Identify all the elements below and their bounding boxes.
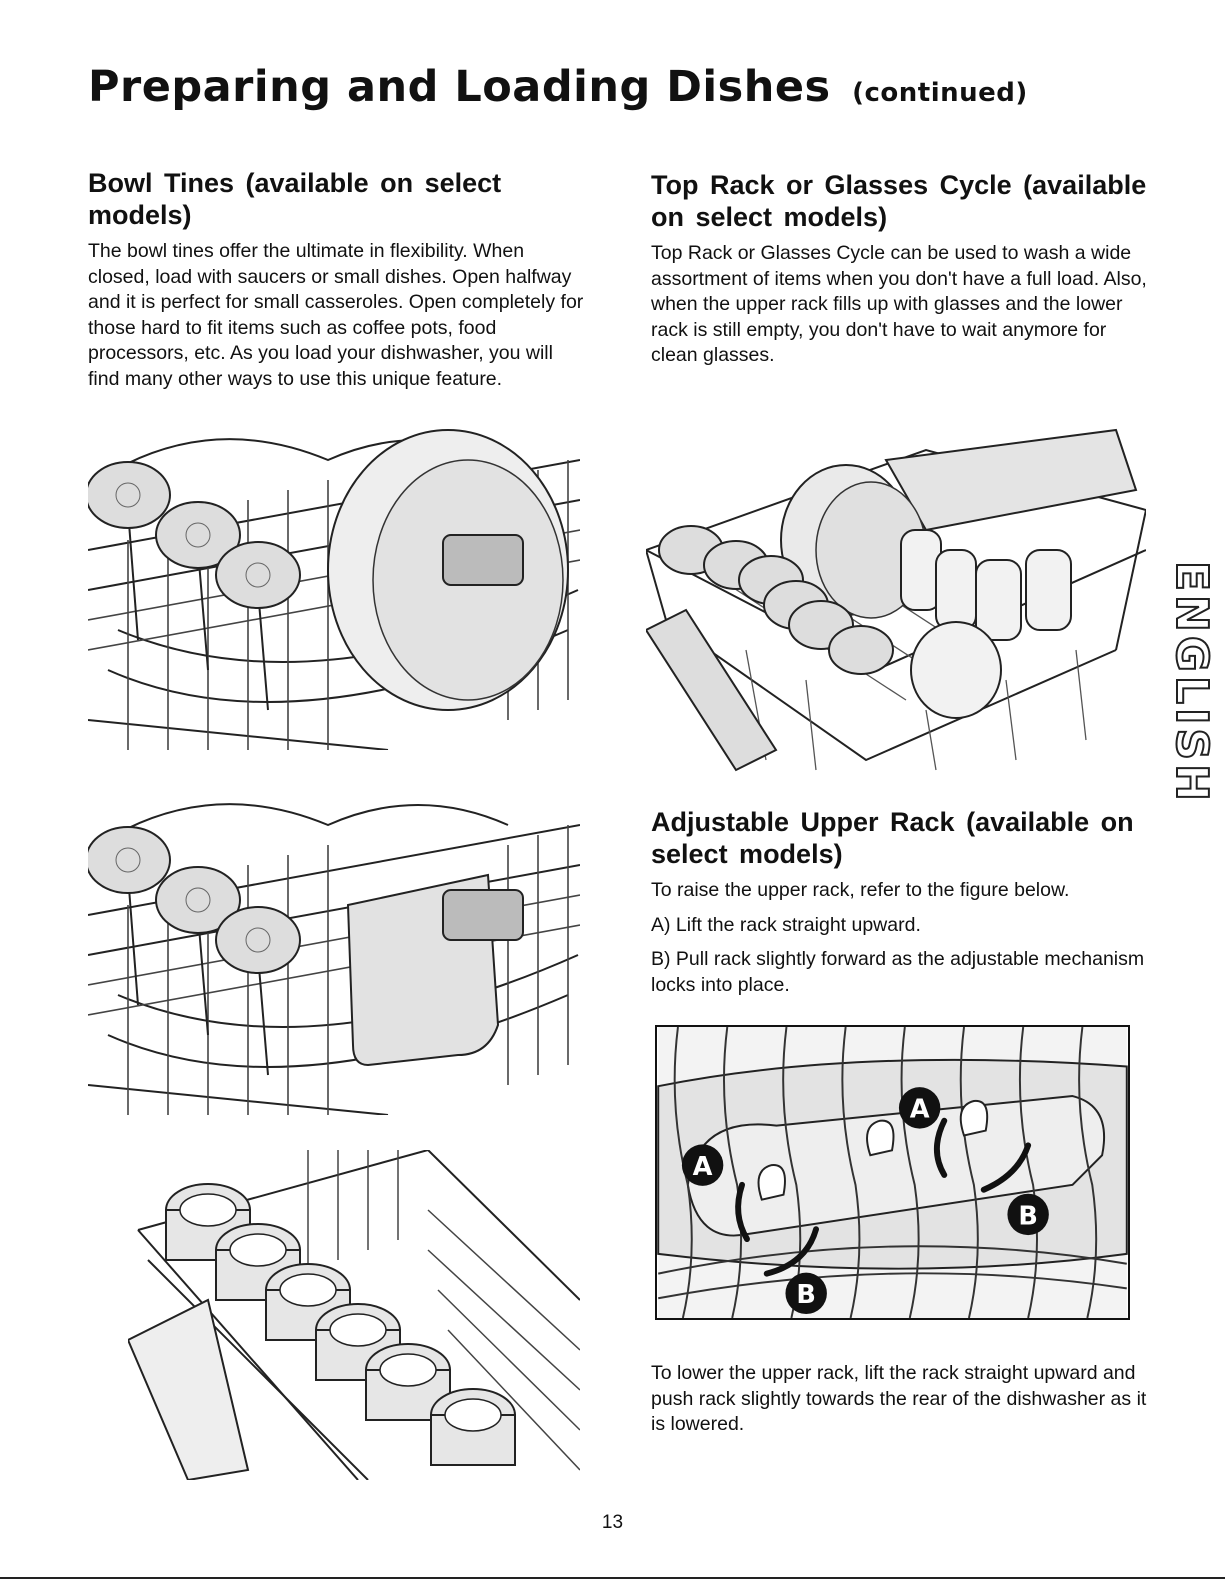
bowl-tines-section (88, 167, 588, 392)
adjustable-rack-heading: Adjustable Upper Rack (available on select models) (651, 807, 1134, 869)
bowl-tines-open-illustration (128, 1150, 580, 1480)
step-b-text: B) Pull rack slightly forward as the adjustable mechanism locks into place. (651, 948, 1145, 996)
top-rack-body: Top Rack or Glasses Cycle can be used to wash a wide assortment of items when you don't have a full load. Also, when the upper rack fills up with glasses and the lower rack is still empty, you don't have to wait anymore for clean glasses. (651, 242, 1147, 366)
page-number: 13 (601, 1512, 624, 1533)
language-side-tab (1160, 561, 1222, 805)
callout-a-left: A (692, 1151, 713, 1182)
bowl-tines-body: The bowl tines offer the ultimate in flexibility. When closed, load with saucers or small dishes. Open halfway and it is perfect for small casseroles. Open completely for those hard to fit items such as coffee pots, food processors, etc. As you load your dishwasher, you will find many other ways to use this unique feature. (88, 240, 584, 390)
adjustable-rack-section (651, 806, 1151, 998)
callout-b-left: B (796, 1280, 816, 1311)
bowl-tines-halfway-illustration (88, 785, 580, 1115)
adjuster-mechanism-illustration (655, 1025, 1130, 1320)
top-rack-heading: Top Rack or Glasses Cycle (available on select models) (651, 170, 1147, 232)
step-a-text: A) Lift the rack straight upward. (651, 913, 921, 936)
lower-rack-instructions (651, 1361, 1151, 1438)
bottom-rule (0, 1577, 1225, 1579)
bowl-tines-closed-illustration (88, 420, 580, 750)
callout-b-right: B (1018, 1201, 1038, 1232)
adjustable-rack-intro: To raise the upper rack, refer to the figure below. (651, 879, 1070, 901)
page-title (88, 62, 1028, 112)
lower-rack-text: To lower the upper rack, lift the rack straight upward and push rack slightly towards the rear of the dishwasher as it is lowered. (651, 1362, 1147, 1435)
top-rack-section (651, 169, 1151, 369)
top-rack-illustration (646, 420, 1146, 780)
continued-label: (continued) (852, 78, 1028, 108)
page-title-text: Preparing and Loading Dishes (88, 62, 831, 112)
bowl-tines-heading: Bowl Tines (available on select models) (88, 168, 502, 230)
language-label: ENGLISH (1166, 561, 1217, 805)
callout-a-right: A (909, 1094, 930, 1125)
